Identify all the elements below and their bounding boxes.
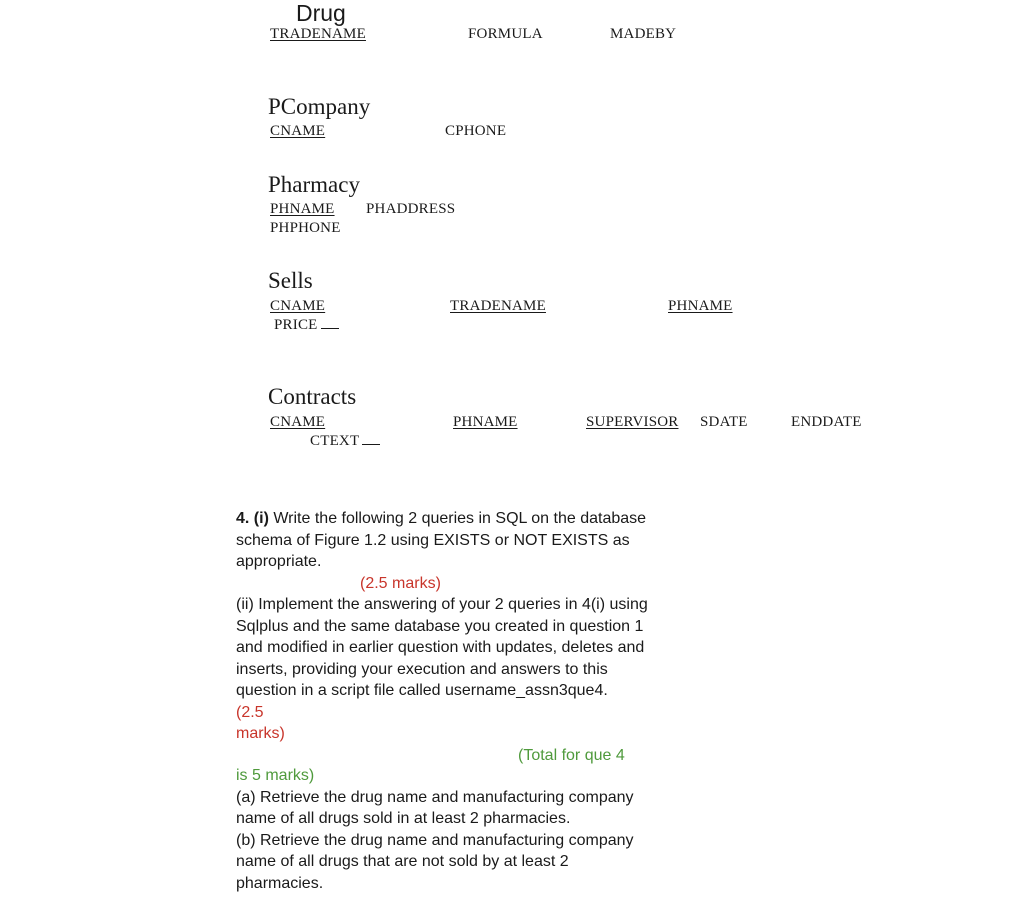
blank-line: [321, 328, 339, 329]
pcompany-attr-cphone: CPHONE: [445, 123, 507, 139]
total-line-b: [236, 765, 656, 787]
contracts-attr-cname: CNAME: [270, 414, 326, 430]
sells-attr-price-label: PRICE: [274, 317, 318, 333]
query-b: (b) Retrieve the drug name and manufacturing company name of all drugs that are not sold by at least 2 pharmacies.: [236, 831, 634, 892]
sells-attr-tradename: TRADENAME: [450, 298, 546, 314]
part-i-label: (i): [253, 510, 269, 527]
drug-title: Drug: [296, 0, 346, 26]
pcompany-title: PCompany: [268, 94, 371, 119]
question-number: 4.: [236, 510, 250, 527]
part-i-marks: (2.5 marks): [360, 574, 441, 592]
pharmacy-attr-phname: PHNAME: [270, 201, 335, 217]
part-ii-marks-b: marks): [236, 725, 285, 742]
total-marks-b: is 5 marks): [236, 767, 315, 784]
part-ii-text: (ii) Implement the answering of your 2 queries in 4(i) using Sqlplus and the same database you created in question 1 and modified in earlier question with updates, deletes and inserts, providing your execution and answers to this question in a script file called username_assn3que4.: [236, 596, 648, 699]
pcompany-attr-cname: CNAME: [270, 123, 326, 139]
contracts-attr-ctext: [310, 433, 380, 450]
sells-attr-cname: CNAME: [270, 298, 326, 314]
contracts-title: Contracts: [268, 384, 357, 409]
pharmacy-attr-phaddress: PHADDRESS: [366, 201, 456, 217]
question-4-block: [236, 508, 656, 766]
blank-line: [362, 444, 380, 445]
sells-attr-price: [274, 317, 339, 334]
contracts-attr-supervisor: SUPERVISOR: [586, 414, 679, 430]
part-ii-text-wrap: [236, 594, 656, 723]
drug-attr-madeby: MADEBY: [610, 26, 677, 42]
query-a: (a) Retrieve the drug name and manufacturing company name of all drugs sold in at least 2 pharmacies.: [236, 788, 634, 827]
total-marks-a: (Total for que 4: [518, 746, 625, 764]
pharmacy-attr-phphone: PHPHONE: [270, 220, 341, 236]
part-ii-marks-line: [236, 723, 656, 745]
contracts-attr-ctext-label: CTEXT: [310, 433, 360, 449]
sells-title: Sells: [268, 268, 313, 293]
pharmacy-title: Pharmacy: [268, 172, 360, 197]
part-i-marks-line: [236, 573, 656, 595]
contracts-attr-phname: PHNAME: [453, 414, 518, 430]
drug-attr-tradename: TRADENAME: [270, 26, 366, 42]
drug-attr-formula: FORMULA: [468, 26, 543, 42]
total-line-a: [236, 745, 656, 767]
question-4-queries: [236, 765, 656, 894]
part-ii-marks-a: (2.5: [236, 703, 264, 721]
contracts-attr-sdate: SDATE: [700, 414, 748, 430]
contracts-attr-enddate: ENDDATE: [791, 414, 862, 430]
sells-attr-phname: PHNAME: [668, 298, 733, 314]
part-i-text: Write the following 2 queries in SQL on the database schema of Figure 1.2 using EXISTS or NOT EXISTS as appropriate.: [236, 510, 647, 570]
question-4-part-i: [236, 508, 656, 573]
